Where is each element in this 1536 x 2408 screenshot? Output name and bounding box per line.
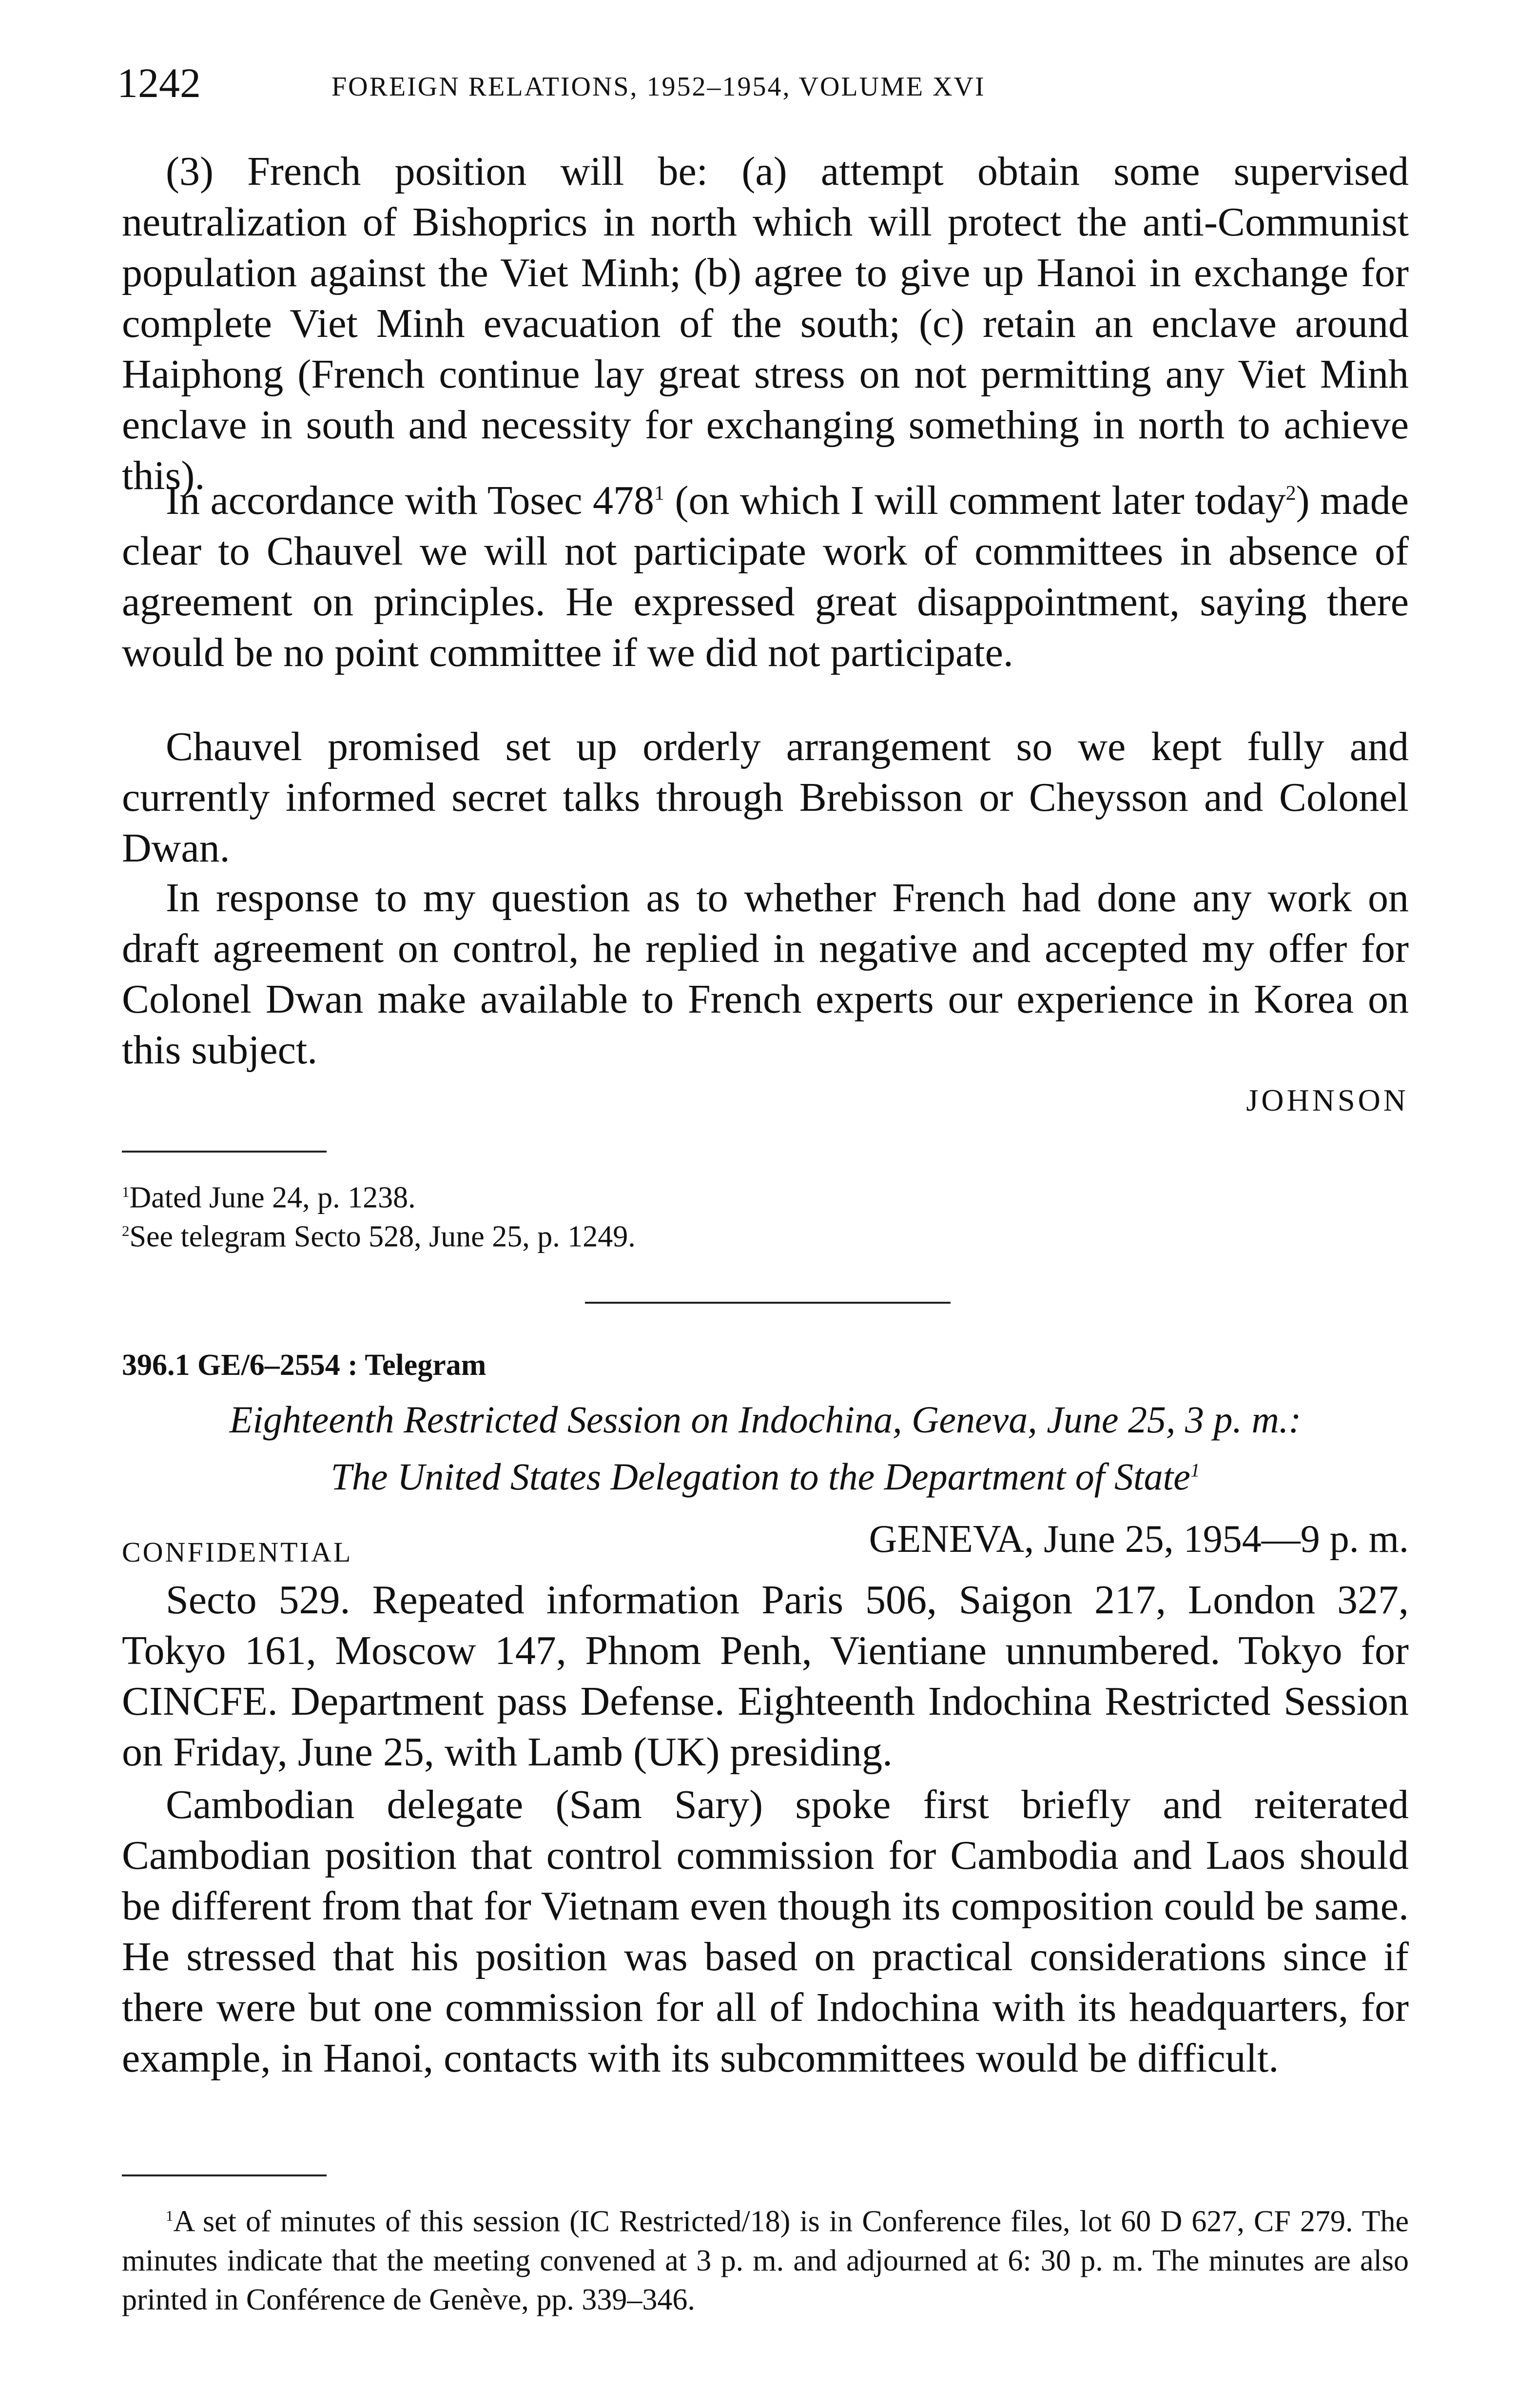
- paragraph-response: In response to my question as to whether French had done any work on draft agreement on control, he replied in negative and accepted my offer for Colonel Dwan make available to French experts our experience in Korea on this subject.: [122, 875, 1409, 1073]
- footnote-divider-bottom: [122, 2174, 327, 2176]
- footnote-bottom: [122, 2196, 1409, 2319]
- footnote-divider-top: [122, 1151, 327, 1153]
- footnote-1: [122, 1173, 1409, 1217]
- paragraph-cambodian: Cambodian delegate (Sam Sary) spoke first briefly and reiterated Cambodian position that control commission for Cambodia and Laos should be different from that for Vietnam even though its composition could be same. He stressed that his position was based on practical considerations since if there were but one commission for all of Indochina with its headquarters, for example, in Hanoi, contacts with its subcommittees would be difficult.: [122, 1782, 1409, 2081]
- tosec-text-3: ) made clear to Chauvel we will not participate work of committees in absence of agreement on principles. He expressed great disappointment, saying there would be no point committee if we did not participate.: [122, 478, 1409, 675]
- tosec-text-1: In accordance with Tosec 478: [166, 478, 655, 523]
- running-title: FOREIGN RELATIONS, 1952–1954, VOLUME XVI: [331, 72, 986, 102]
- section-divider: [585, 1302, 951, 1304]
- paragraph-chauvel: Chauvel promised set up orderly arrangement so we kept fully and currently informed secret talks through Brebisson or Cheysson and Colonel Dwan.: [122, 724, 1409, 871]
- footnote-2: [122, 1212, 1409, 1256]
- paragraph-tosec: [122, 468, 1409, 678]
- footnote-1-mark: 1: [122, 1183, 130, 1200]
- page-header: [117, 54, 1404, 112]
- title-footnote-ref: 1: [1190, 1460, 1200, 1481]
- classification: CONFIDENTIAL: [122, 1536, 353, 1568]
- dateline: GENEVA, June 25, 1954—9 p. m.: [869, 1518, 1409, 1561]
- tosec-text-2: (on which I will comment later today: [664, 478, 1286, 523]
- paragraph-french-position: (3) French position will be: (a) attempt obtain some supervised neutralization of Bishoprics in north which will protect the anti-Communist population against the Viet Minh; (b) agree to give up Hanoi in exchange for complete Viet Minh evacuation of the south; (c) retain an enclave around Haiphong (French continue lay great stress on not permitting any Viet Minh enclave in south and necessity for exchanging something in north to achieve this).: [122, 149, 1409, 498]
- document-title-line-1: Eighteenth Restricted Session on Indochina, Geneva, June 25, 3 p. m.:: [229, 1398, 1302, 1441]
- footnote-2-text: See telegram Secto 528, June 25, p. 1249.: [129, 1220, 636, 1253]
- footnote-bottom-mark: 1: [166, 2207, 174, 2224]
- signature: JOHNSON: [1246, 1083, 1409, 1117]
- footnote-ref-2: 2: [1285, 482, 1296, 505]
- document-title-line-2: [122, 1445, 1409, 1502]
- page-number: 1242: [117, 59, 201, 106]
- paragraph-secto: Secto 529. Repeated information Paris 506, Saigon 217, London 327, Tokyo 161, Moscow 147, Phnom Penh, Vientiane unnumbered. Tokyo for CINCFE. Department pass Defense. Eighteenth Indochina Restricted Session on Friday, June 25, with Lamb (UK) presiding.: [122, 1577, 1409, 1775]
- footnote-bottom-text: A set of minutes of this session (IC Restricted/18) is in Conference files, lot 60 D 627, CF 279. The minutes indicate that the meeting convened at 3 p. m. and adjourned at 6: 30 p. m. The minutes are also printed in Conférence de Genève, pp. 339–346.: [122, 2205, 1409, 2316]
- document-title-line-2-text: The United States Delegation to the Department of State: [331, 1455, 1190, 1498]
- file-number: 396.1 GE/6–2554 : Telegram: [122, 1349, 486, 1382]
- footnote-2-mark: 2: [122, 1222, 130, 1239]
- footnote-1-text: Dated June 24, p. 1238.: [129, 1181, 416, 1214]
- footnote-ref-1: 1: [654, 482, 665, 505]
